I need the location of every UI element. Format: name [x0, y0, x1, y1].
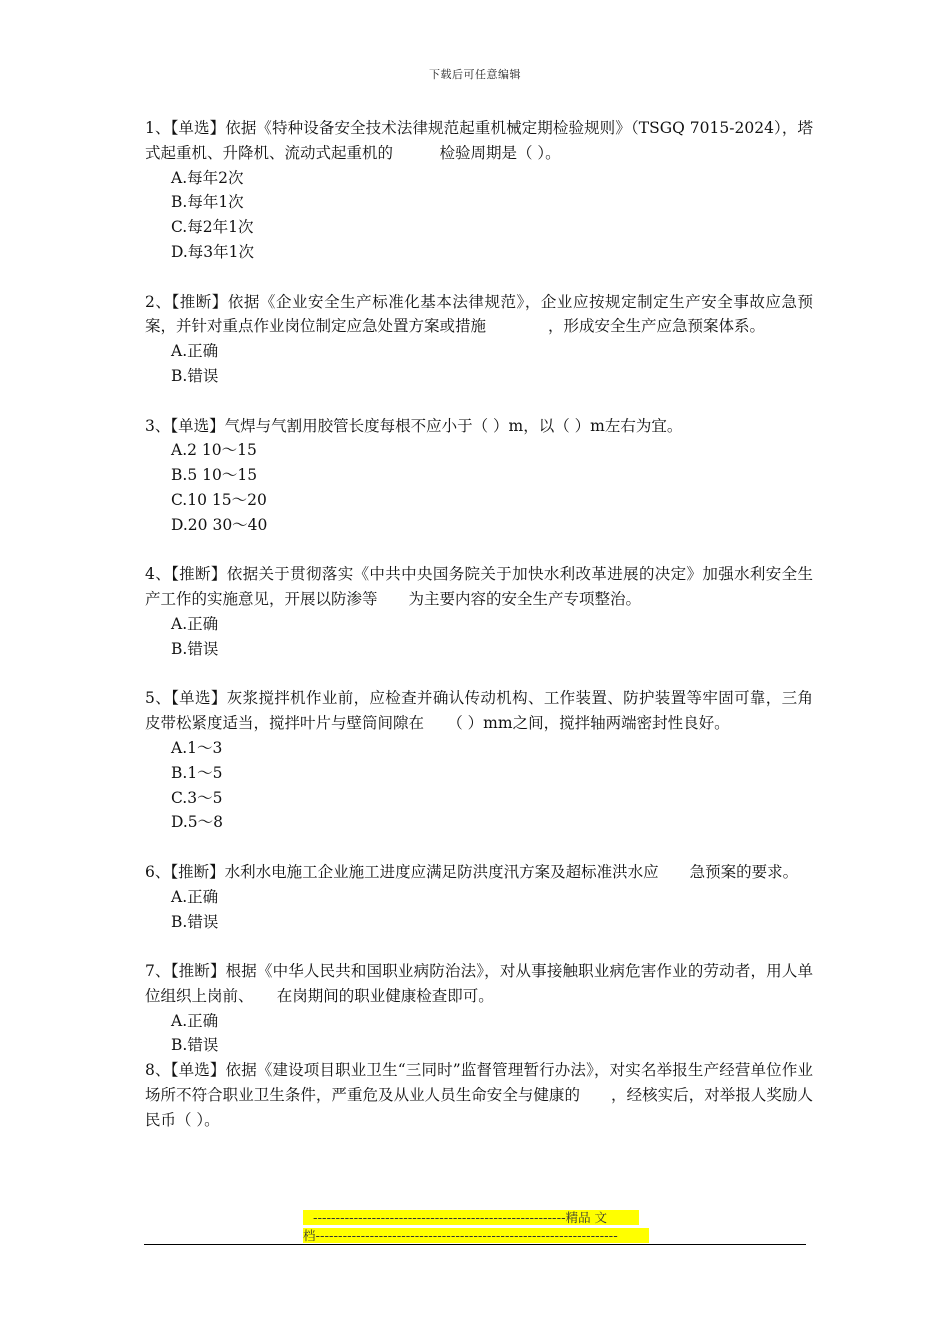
- footer-line-1: --------------------------------------------------------精品 文: [303, 1210, 639, 1225]
- question-4: [145, 562, 813, 661]
- option-c: C.每2年1次: [171, 218, 254, 237]
- question-6: [145, 860, 813, 934]
- question-1: [145, 116, 813, 265]
- option-b: B.错误: [171, 1036, 219, 1055]
- question-stem: 1、【单选】依据《特种设备安全技术法律规范起重机械定期检验规则》（TSGQ 7015-2024），塔式起重机、升降机、流动式起重机的 检验周期是（ ）。: [145, 119, 813, 162]
- option-d: D.每3年1次: [171, 242, 255, 261]
- option-b: B.错误: [171, 366, 219, 385]
- option-a: A.正确: [171, 1011, 219, 1030]
- footer-rule: [144, 1244, 806, 1245]
- option-d: D.20 30～40: [171, 515, 268, 534]
- option-c: C.3～5: [171, 788, 223, 807]
- option-a: A.正确: [171, 614, 219, 633]
- option-a: A.正确: [171, 887, 219, 906]
- question-stem: 4、【推断】依据关于贯彻落实《中共中央国务院关于加快水利改革进展的决定》加强水利安全生产工作的实施意见，开展以防渗等 为主要内容的安全生产专项整治。: [145, 565, 813, 609]
- question-8: [145, 1058, 813, 1132]
- question-stem: 8、【单选】依据《建设项目职业卫生“三同时”监督管理暂行办法》，对实名举报生产经营单位作业场所不符合职业卫生条件，严重危及从业人员生命安全与健康的 ，经核实后，对举报人奖励人民币（ ）。: [145, 1061, 813, 1129]
- option-a: A.2 10～15: [171, 441, 257, 460]
- footer-watermark: [303, 1210, 649, 1246]
- question-list: [145, 116, 813, 1133]
- question-7: [145, 959, 813, 1058]
- question-stem: 6、【推断】水利水电施工企业施工进度应满足防洪度汛方案及超标准洪水应 急预案的要求。: [145, 862, 799, 881]
- question-stem: 2、【推断】依据《企业安全生产标准化基本法律规范》，企业应按规定制定生产安全事故应急预案，并针对重点作业岗位制定应急处置方案或措施 ，形成安全生产应急预案体系。: [145, 292, 813, 336]
- option-b: B.每年1次: [171, 193, 244, 212]
- footer-line-2: 档-------------------------------------------------------------------: [303, 1228, 649, 1243]
- option-a: A.1～3: [171, 738, 223, 757]
- question-stem: 3、【单选】气焊与气割用胶管长度每根不应小于（ ）m，以（ ）m左右为宜。: [145, 416, 683, 435]
- option-c: C.10 15～20: [171, 490, 267, 509]
- question-3: [145, 414, 813, 538]
- option-a: A.每年2次: [171, 168, 244, 187]
- page-header: 下载后可任意编辑: [429, 68, 521, 81]
- option-b: B.5 10～15: [171, 466, 258, 485]
- option-b: B.1～5: [171, 763, 223, 782]
- option-a: A.正确: [171, 342, 219, 361]
- option-b: B.错误: [171, 912, 219, 931]
- option-d: D.5～8: [171, 813, 224, 832]
- question-2: [145, 290, 813, 389]
- option-b: B.错误: [171, 639, 219, 658]
- question-5: [145, 686, 813, 835]
- question-stem: 5、【单选】灰浆搅拌机作业前，应检查并确认传动机构、工作装置、防护装置等牢固可靠，三角皮带松紧度适当，搅拌叶片与壁筒间隙在 （ ）mm之间，搅拌轴两端密封性良好。: [145, 689, 813, 733]
- question-stem: 7、【推断】根据《中华人民共和国职业病防治法》，对从事接触职业病危害作业的劳动者，用人单位组织上岗前、 在岗期间的职业健康检查即可。: [145, 962, 813, 1005]
